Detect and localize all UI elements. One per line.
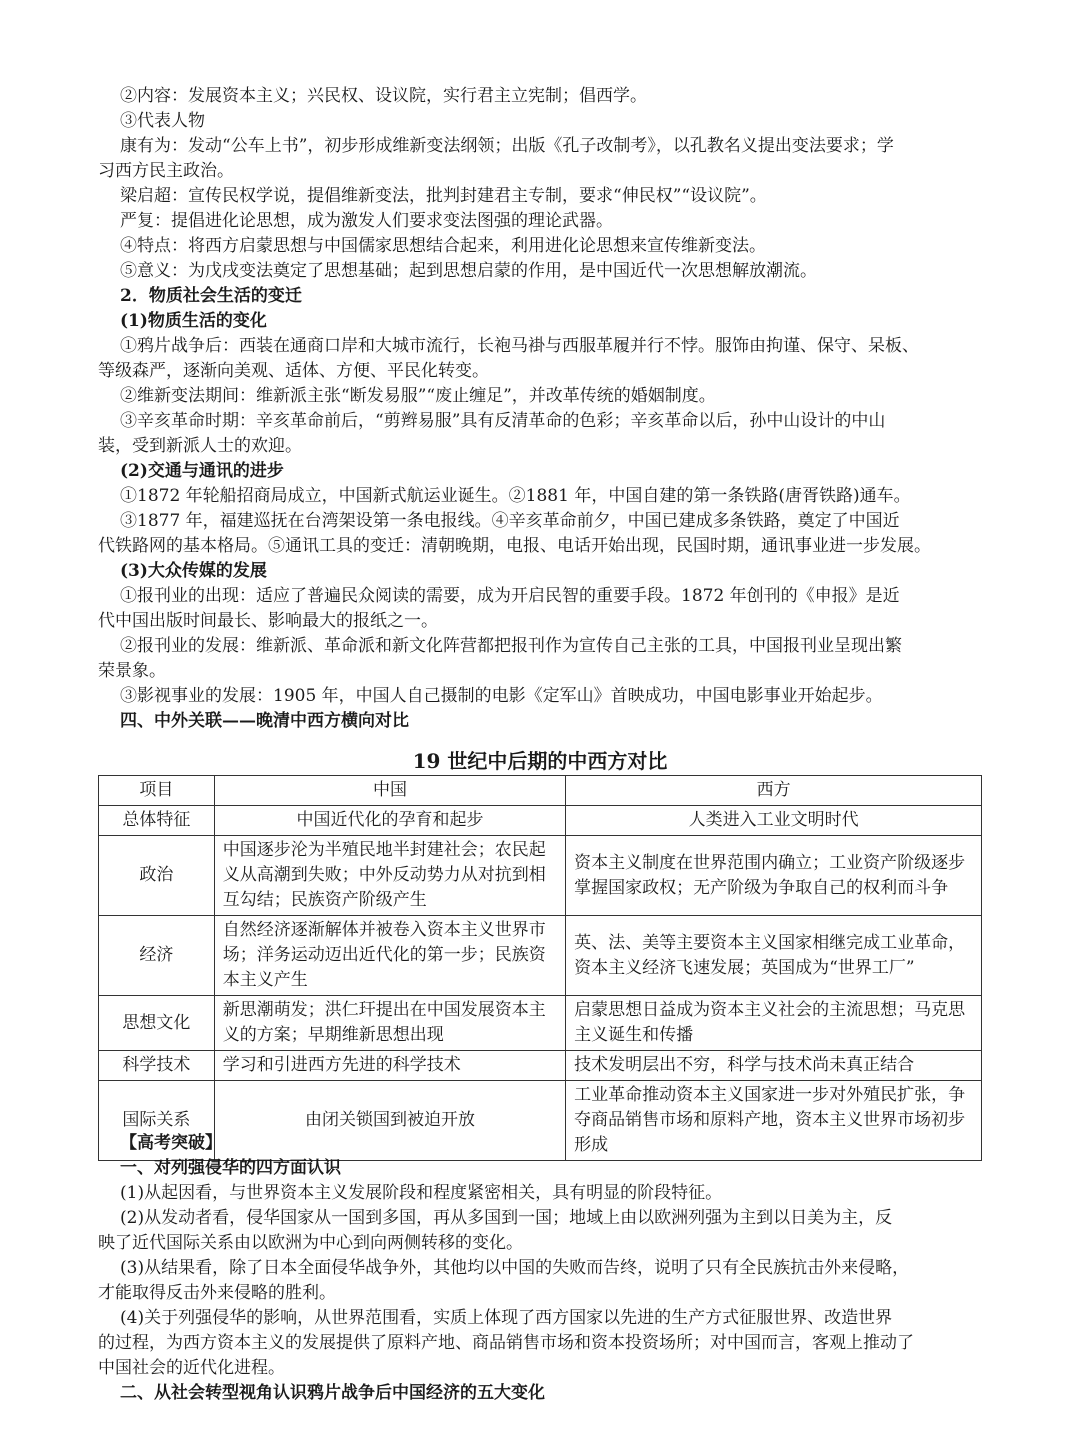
row-label-cell: 国际关系 bbox=[99, 1081, 215, 1161]
paragraph-line: ③1877 年，福建巡抚在台湾架设第一条电报线。④辛亥革命前夕，中国已建成多条铁路，奠定了中国近 bbox=[120, 511, 900, 531]
china-cell: 中国近代化的孕育和起步 bbox=[214, 806, 565, 836]
paragraph-line: ④特点：将西方启蒙思想与中国儒家思想结合起来，利用进化论思想来宣传维新变法。 bbox=[120, 236, 766, 256]
subsection-heading: (1)物质生活的变化 bbox=[120, 311, 267, 331]
paragraph-line: ①1872 年轮船招商局成立，中国新式航运业诞生。②1881 年，中国自建的第一条铁路(唐胥铁路)通车。 bbox=[120, 486, 911, 506]
table-row bbox=[99, 806, 982, 836]
row-label-cell: 思想文化 bbox=[99, 996, 215, 1051]
west-cell: 技术发明层出不穷，科学与技术尚未真正结合 bbox=[566, 1051, 982, 1081]
table-title: 19 世纪中后期的中西方对比 bbox=[412, 749, 668, 773]
table-row bbox=[99, 836, 982, 916]
paragraph-line: ③代表人物 bbox=[120, 111, 205, 131]
paragraph-line: ③影视事业的发展：1905 年，中国人自己摄制的电影《定军山》首映成功，中国电影事业开始起步。 bbox=[120, 686, 883, 706]
row-label-cell: 经济 bbox=[99, 916, 215, 996]
china-cell: 新思潮萌发；洪仁玕提出在中国发展资本主义的方案；早期维新思想出现 bbox=[214, 996, 565, 1051]
table-row bbox=[99, 916, 982, 996]
paragraph-line: 荣景象。 bbox=[98, 661, 166, 681]
table-row bbox=[99, 1051, 982, 1081]
table-row bbox=[99, 996, 982, 1051]
paragraph-line: (2)从发动者看，侵华国家从一国到多国，再从多国到一国；地域上由以欧洲列强为主到以日美为主，反 bbox=[120, 1208, 893, 1228]
subsection-heading: (3)大众传媒的发展 bbox=[120, 561, 267, 581]
paragraph-line: 代中国出版时间最长、影响最大的报纸之一。 bbox=[98, 611, 438, 631]
subsection-heading: (2)交通与通讯的进步 bbox=[120, 461, 284, 481]
row-label-cell: 科学技术 bbox=[99, 1051, 215, 1081]
section-heading: 四、中外关联——晚清中西方横向对比 bbox=[120, 711, 409, 731]
header-cell: 项目 bbox=[99, 776, 215, 806]
section-heading: 二、从社会转型视角认识鸦片战争后中国经济的五大变化 bbox=[120, 1383, 545, 1403]
china-cell: 自然经济逐渐解体并被卷入资本主义世界市场；洋务运动迈出近代化的第一步；民族资本主义产生 bbox=[214, 916, 565, 996]
comparison-table bbox=[98, 775, 982, 1161]
paragraph-line: (4)关于列强侵华的影响，从世界范围看，实质上体现了西方国家以先进的生产方式征服世界、改造世界 bbox=[120, 1308, 893, 1328]
paragraph-line: 代铁路网的基本格局。⑤通讯工具的变迁：清朝晚期，电报、电话开始出现，民国时期，通讯事业进一步发展。 bbox=[98, 536, 931, 556]
paragraph-line: 习西方民主政治。 bbox=[98, 161, 234, 181]
paragraph-line: ①报刊业的出现：适应了普遍民众阅读的需要，成为开启民智的重要手段。1872 年创刊的《申报》是近 bbox=[120, 586, 900, 606]
paragraph-line: ⑤意义：为戊戌变法奠定了思想基础；起到思想启蒙的作用，是中国近代一次思想解放潮流。 bbox=[120, 261, 817, 281]
paragraph-line: ①鸦片战争后：西装在通商口岸和大城市流行，长袍马褂与西服革履并行不悖。服饰由拘谨、保守、呆板、 bbox=[120, 336, 919, 356]
row-label-cell: 总体特征 bbox=[99, 806, 215, 836]
west-cell: 人类进入工业文明时代 bbox=[566, 806, 982, 836]
west-cell: 启蒙思想日益成为资本主义社会的主流思想；马克思主义诞生和传播 bbox=[566, 996, 982, 1051]
row-label-cell: 政治 bbox=[99, 836, 215, 916]
paragraph-line: 的过程，为西方资本主义的发展提供了原料产地、商品销售市场和资本投资场所；对中国而言，客观上推动了 bbox=[98, 1333, 914, 1353]
section-heading: 一、对列强侵华的四方面认识 bbox=[120, 1158, 341, 1178]
table-header-row bbox=[99, 776, 982, 806]
section-heading: 【高考突破】 bbox=[120, 1133, 222, 1153]
china-cell: 中国逐步沦为半殖民地半封建社会；农民起义从高潮到失败；中外反动势力从对抗到相互勾结；民族资产阶级产生 bbox=[214, 836, 565, 916]
west-cell: 资本主义制度在世界范围内确立；工业资产阶级逐步掌握国家政权；无产阶级为争取自己的权利而斗争 bbox=[566, 836, 982, 916]
bottom-text-block bbox=[0, 1131, 1080, 1406]
paragraph-line: 严复：提倡进化论思想，成为激发人们要求变法图强的理论武器。 bbox=[120, 211, 613, 231]
paragraph-line: ②内容：发展资本主义；兴民权、设议院，实行君主立宪制；倡西学。 bbox=[120, 86, 647, 106]
paragraph-line: ③辛亥革命时期：辛亥革命前后，“剪辫易服”具有反清革命的色彩；辛亥革命以后，孙中山设计的中山 bbox=[120, 411, 886, 431]
top-text-block bbox=[0, 84, 1080, 734]
header-cell: 中国 bbox=[214, 776, 565, 806]
west-cell: 英、法、美等主要资本主义国家相继完成工业革命，资本主义经济飞速发展；英国成为“世界工厂” bbox=[566, 916, 982, 996]
west-cell: 工业革命推动资本主义国家进一步对外殖民扩张，争夺商品销售市场和原料产地，资本主义世界市场初步形成 bbox=[566, 1081, 982, 1161]
paragraph-line: (3)从结果看，除了日本全面侵华战争外，其他均以中国的失败而告终，说明了只有全民族抗击外来侵略， bbox=[120, 1258, 910, 1278]
paragraph-line: 康有为：发动“公车上书”，初步形成维新变法纲领；出版《孔子改制考》，以孔教名义提出变法要求；学 bbox=[120, 136, 894, 156]
paragraph-line: (1)从起因看，与世界资本主义发展阶段和程度紧密相关，具有明显的阶段特征。 bbox=[120, 1183, 723, 1203]
paragraph-line: 才能取得反击外来侵略的胜利。 bbox=[98, 1283, 336, 1303]
paragraph-line: 中国社会的近代化进程。 bbox=[98, 1358, 285, 1378]
paragraph-line: 映了近代国际关系由以欧洲为中心到向两侧转移的变化。 bbox=[98, 1233, 523, 1253]
china-cell: 由闭关锁国到被迫开放 bbox=[214, 1081, 565, 1161]
paragraph-line: 梁启超：宣传民权学说，提倡维新变法，批判封建君主专制，要求“伸民权”“设议院”。 bbox=[120, 186, 767, 206]
paragraph-line: ②报刊业的发展：维新派、革命派和新文化阵营都把报刊作为宣传自己主张的工具，中国报刊业呈现出繁 bbox=[120, 636, 902, 656]
china-cell: 学习和引进西方先进的科学技术 bbox=[214, 1051, 565, 1081]
section-heading: 2．物质社会生活的变迁 bbox=[120, 286, 302, 306]
paragraph-line: ②维新变法期间：维新派主张“断发易服”“废止缠足”，并改革传统的婚姻制度。 bbox=[120, 386, 716, 406]
paragraph-line: 等级森严，逐渐向美观、适体、方便、平民化转变。 bbox=[98, 361, 489, 381]
header-cell: 西方 bbox=[566, 776, 982, 806]
paragraph-line: 装，受到新派人士的欢迎。 bbox=[98, 436, 302, 456]
